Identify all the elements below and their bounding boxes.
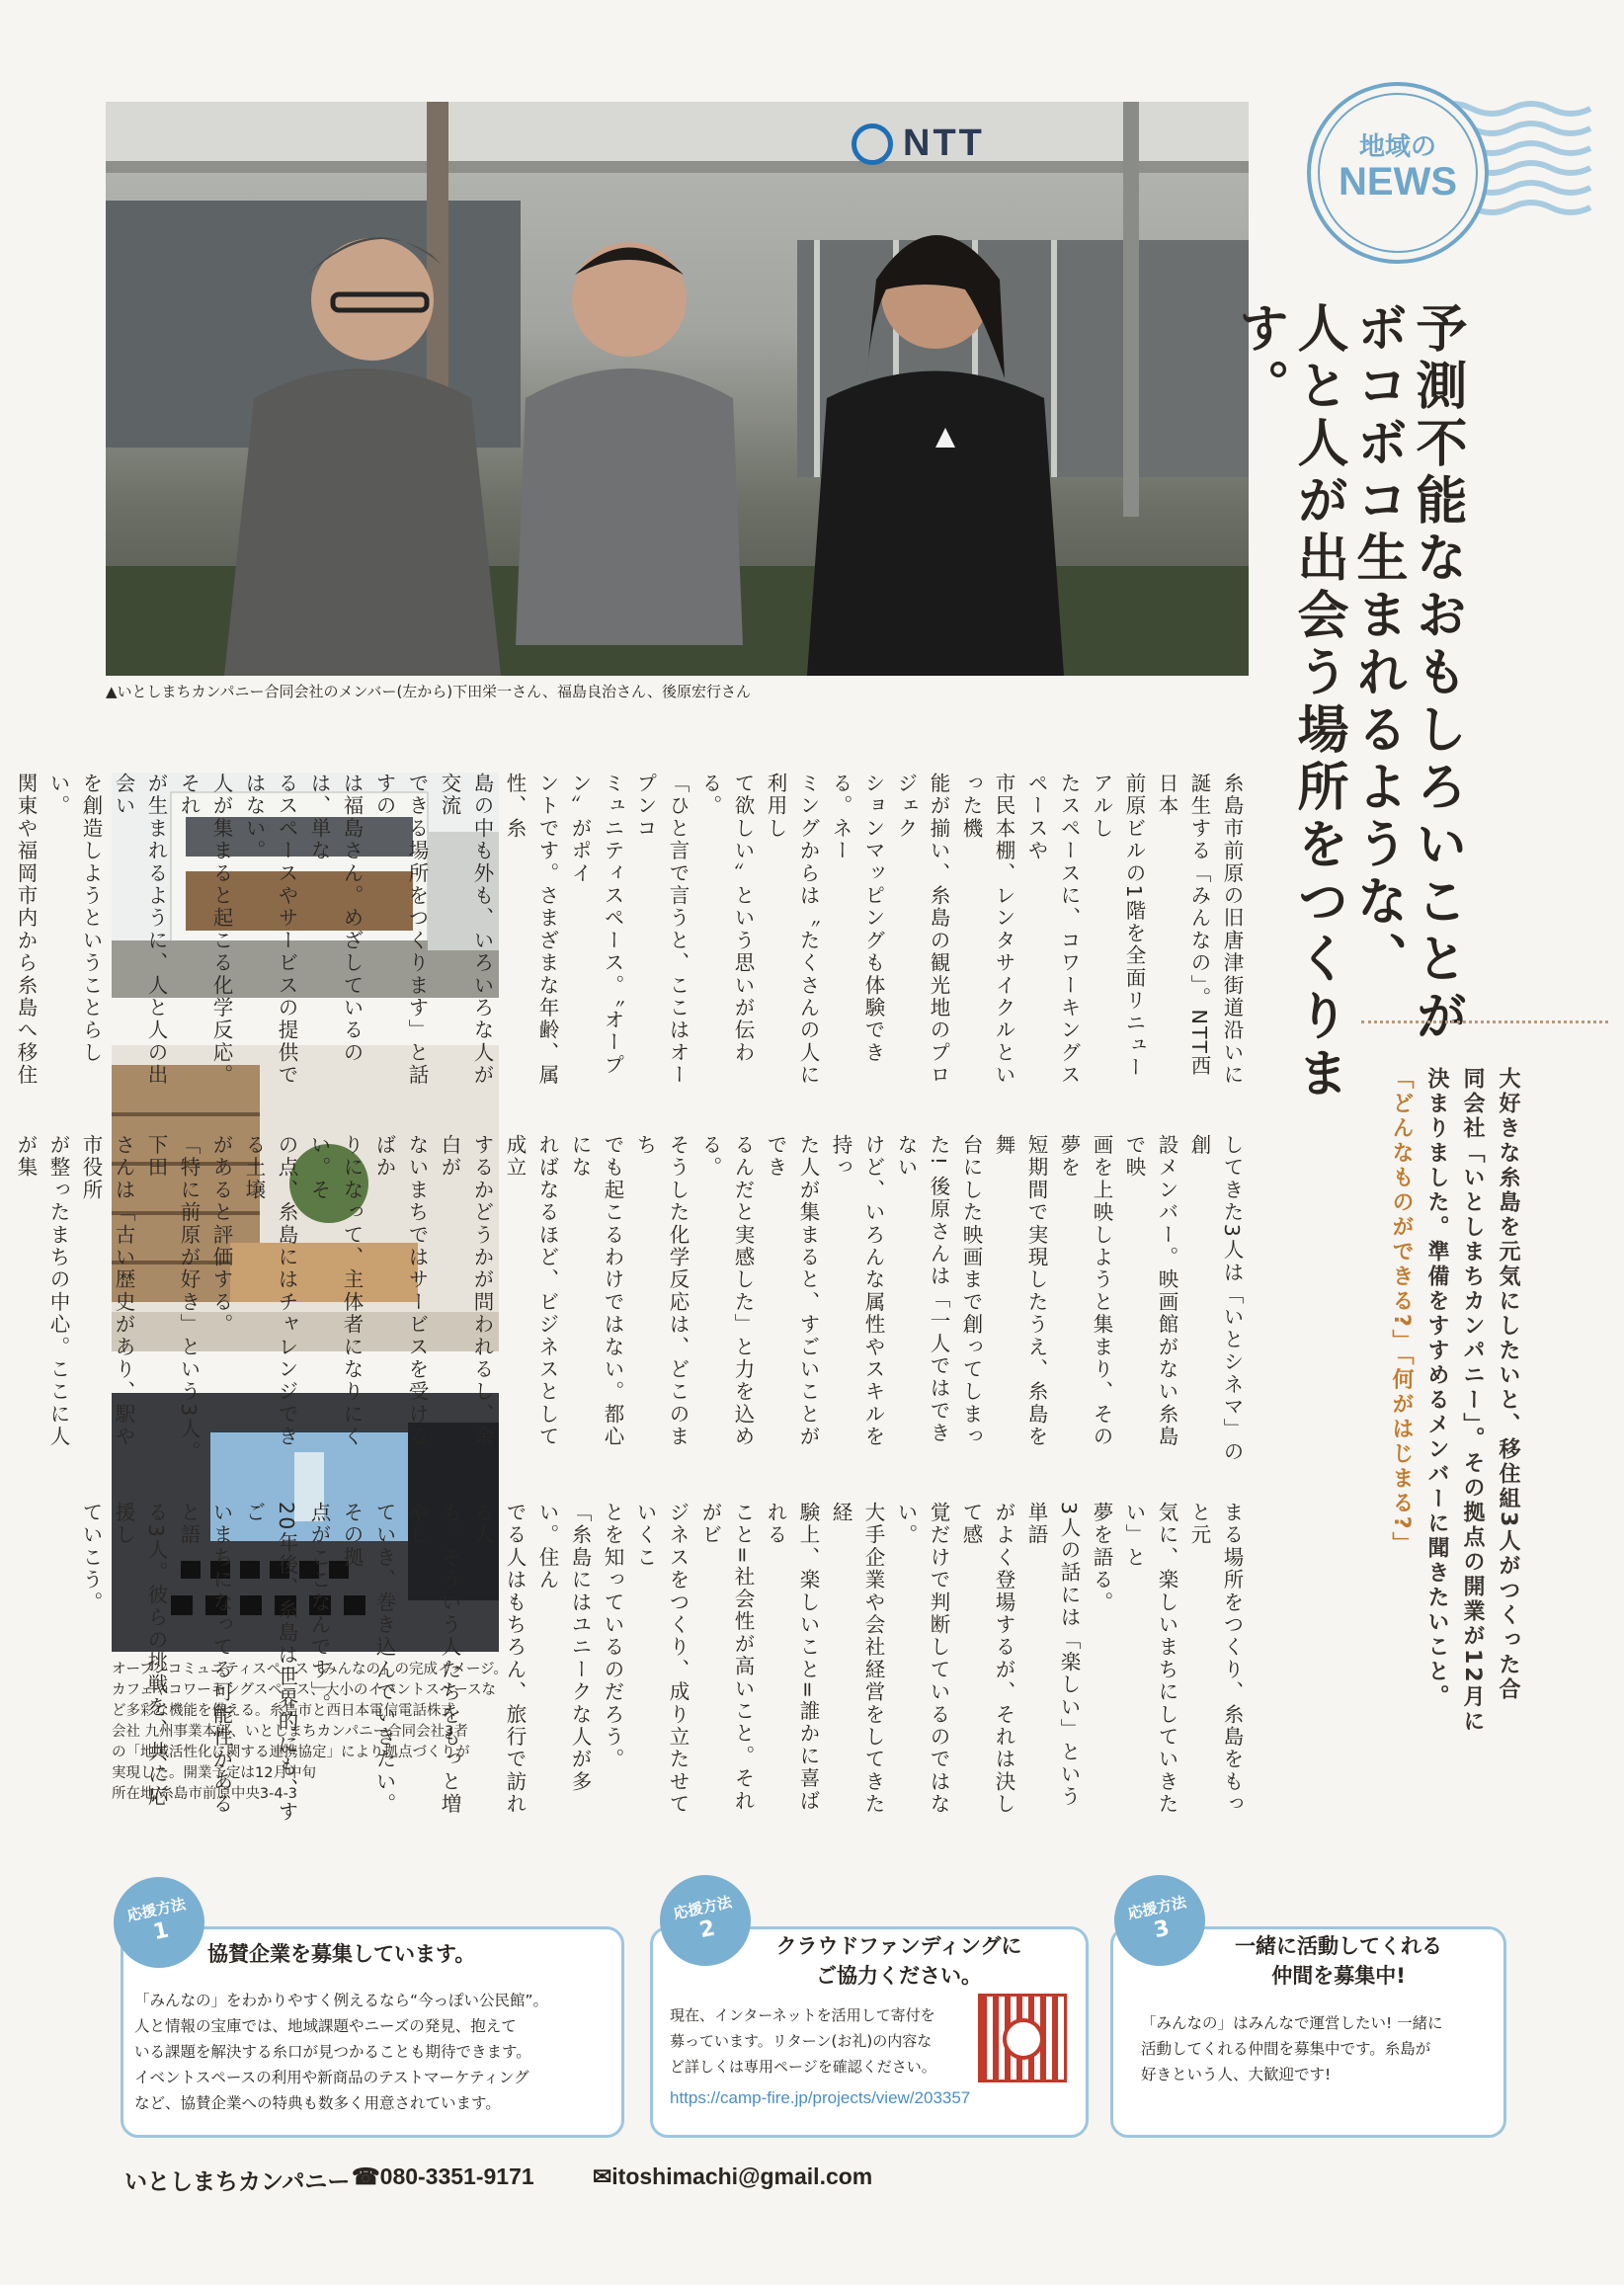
support-title-2-line2: ご協力ください。 — [816, 1964, 982, 1988]
headline-line1: 予測不能なおもしろいことが — [1407, 301, 1466, 1046]
side-caption-line6: 実現した。開業予定は12月中旬 — [112, 1765, 316, 1781]
support-badge-1-num: 1 — [150, 1918, 172, 1946]
support-text-1-line: イベントスペースの利用や新商品のテストマーケティング — [134, 2069, 529, 2086]
ntt-logo-icon — [852, 123, 893, 165]
body-text-column: ていこう。 — [79, 1502, 103, 1614]
headline-line3: 人と人が出会う場所をつくります。 — [1229, 301, 1347, 1103]
side-caption-line7: 所在地/糸島市前原中央3-4-3 — [112, 1786, 298, 1802]
body-text-column: た人が集まると、すごいことができ — [764, 1134, 820, 1448]
body-text-column: が整ったまちの中心。ここに人が集 — [14, 1134, 70, 1448]
body-text-column: 「糸島にはユニークな人が多い。住ん — [535, 1502, 592, 1794]
body-text-column: 「特に前原が好き」という3人。下田 — [144, 1134, 201, 1464]
body-text-column: こと=社会性が高いこと。それがビ — [698, 1502, 755, 1813]
main-photo — [106, 102, 1249, 676]
lead-col2: 同会社「いとしまちカンパニー」。その拠点の開業が12月に — [1460, 1067, 1485, 1735]
support-text-1-line: 「みんなの」をわかりやすく例えるなら“今っぽい公民館”。 — [134, 1992, 549, 2009]
body-text-column: 台にした映画まで創ってしまっ — [959, 1134, 983, 1448]
support-badge-2-num: 2 — [696, 1916, 718, 1944]
support-title-2 — [741, 1931, 1057, 1991]
body-text-column: そうした化学反応は、どこのまち — [633, 1134, 690, 1448]
lead-col3: 決まりました。準備をすすめるメンバーに聞きたいこと。 — [1424, 1067, 1449, 1709]
body-text-column: 大手企業や会社経営をしてきた経 — [829, 1502, 885, 1816]
footer-phone[interactable]: ☎080-3351-9171 — [352, 2163, 534, 2189]
qr-code-icon[interactable] — [978, 1994, 1067, 2082]
support-badge-2-label: 応援方法 — [672, 1893, 734, 1923]
body-text-column: は福島さん。めざしているのは、単な — [307, 773, 364, 1065]
body-text-column: 関東や福岡市内から糸島へ移住 — [14, 773, 38, 1087]
body-text-column: まる場所をつくり、糸島をもっと元 — [1187, 1502, 1244, 1816]
body-text-column: 短期間で実現したうえ、糸島を舞 — [992, 1134, 1048, 1448]
support-text-3-line: 好きという人、大歓迎です! — [1141, 2066, 1332, 2083]
body-text-column: けど、いろんな属性やスキルを持っ — [829, 1134, 885, 1448]
body-text-column: ればなるほど、ビジネスとして成立 — [503, 1134, 559, 1448]
support-text-3-line: 活動してくれる仲間を募集中です。糸島が — [1141, 2040, 1431, 2058]
support-text-1-line: 人と情報の宝庫では、地域課題やニーズの発見、抱えて — [134, 2017, 517, 2035]
support-title-1: 協賛企業を募集しています。 — [207, 1942, 476, 1966]
body-text-column: ションマッピングも体験できる。ネー — [829, 773, 885, 1065]
body-text-column: 市民本棚、レンタサイクルといった機 — [959, 773, 1015, 1087]
body-text-column: ミュニティスペース。〝オープン〟がポイ — [568, 773, 624, 1077]
side-caption-line3: ど多彩な機能を備える。糸島市と西日本電信電話株式 — [112, 1703, 455, 1719]
support-text-2-line: 現在、インターネットを活用して寄付を — [670, 2006, 935, 2024]
body-text-column: 3人の話には「楽しい」という単語 — [1024, 1502, 1081, 1809]
footer-org: いとしまちカンパニー — [124, 2169, 351, 2195]
side-caption-line4: 会社 九州事業本部、いとしまちカンパニー合同会社3者 — [112, 1724, 468, 1740]
building-illustration — [106, 102, 1249, 676]
support-text-1-line: いる課題を解決する糸口が見つかることも期待できます。 — [134, 2043, 531, 2061]
support-title-2-line1: クラウドファンディングに — [775, 1934, 1022, 1958]
side-caption-line2: カフェやコワーキングスペース、大小のイベントスペースな — [112, 1682, 497, 1698]
body-text-column: 夢を語る。 — [1090, 1502, 1113, 1614]
support-title-3 — [1200, 1931, 1477, 1991]
body-text-column: がよく登場するが、それは決して感 — [959, 1502, 1015, 1816]
body-text-column: 能が揃い、糸島の観光地のプロジェク — [894, 773, 950, 1087]
support-badge-3-num: 3 — [1151, 1916, 1173, 1944]
support-text-3 — [1141, 2010, 1497, 2087]
body-text-column: があると評価する。 — [209, 1134, 233, 1337]
body-text-column: 験上、楽しいこと=誰かに喜ばれる — [764, 1502, 820, 1813]
body-text-column: するかどうかが問われるし、余白が — [438, 1134, 494, 1448]
body-text-column: とを知っているのだろう。 — [601, 1502, 624, 1771]
stamp-line2: NEWS — [1339, 160, 1457, 204]
body-text-column: 島の中も外も、いろいろな人が交流 — [438, 773, 494, 1087]
body-text-column: 気に、楽しいまちにしていきたい」と — [1122, 1502, 1178, 1816]
body-text-column: 点がここなんです」。 — [307, 1502, 331, 1716]
body-text-column: を創造しようということらしい。 — [46, 773, 103, 1065]
body-text-column: 人が集まると起こる化学反応。それ — [177, 773, 233, 1087]
body-text-column: 誕生する「みんなの」。NTT西日本 — [1155, 773, 1211, 1078]
body-text-column: 覚だけで判断しているのではない。 — [894, 1502, 950, 1816]
footer-email[interactable]: ✉itoshimachi@gmail.com — [593, 2163, 873, 2189]
support-text-2-line: ど詳しくは専用ページを確認ください。 — [670, 2058, 936, 2076]
support-text-1-line: など、協賛企業への特典も数多く用意されています。 — [134, 2094, 501, 2112]
support-text-3-line: 「みんなの」はみんなで運営したい! 一緒に — [1141, 2014, 1443, 2032]
body-text-column: ていき、巻き込んでいきたい。その拠 — [340, 1502, 396, 1816]
body-text-column: 糸島市前原の旧唐津街道沿いに — [1220, 773, 1244, 1087]
separator-line — [1361, 1020, 1608, 1023]
body-text-column: 「ひと言で言うと、ここはオープンコ — [633, 773, 690, 1087]
body-text-column: 前原ビルの1階を全面リニューアルし — [1090, 773, 1146, 1080]
body-text-column: た! 後原さんは「一人ではできない — [894, 1134, 950, 1445]
body-block-upper — [14, 773, 1248, 1089]
lead-col1: 大好きな糸島を元気にしたいと、移住組3人がつくった合 — [1496, 1067, 1520, 1703]
body-text-column: も。そういう人たちをもっと増やし — [405, 1502, 461, 1816]
body-text-column: ジネスをつくり、成り立たせていくこ — [633, 1502, 690, 1816]
body-text-column: る3人。彼らの挑戦を、共に応援し — [112, 1502, 168, 1809]
body-text-column: いまちになってる可能性があると語 — [177, 1502, 233, 1816]
body-text-column: でる人はもちろん、旅行で訪れる人 — [470, 1502, 527, 1816]
headline-line2: ボコボコ生まれるような、 — [1347, 301, 1407, 989]
body-text-column: て欲しい〟という思いが伝わる。 — [698, 773, 755, 1065]
body-text-column: 20年後、糸島は世界的にも、すご — [242, 1502, 298, 1824]
body-text-column: ントです。さまざまな年齢、属性、糸 — [503, 773, 559, 1087]
support-text-2 — [670, 2002, 966, 2080]
support-badge-1-label: 応援方法 — [125, 1895, 188, 1925]
body-text-column: が生まれるように、人と人の出会い — [112, 773, 168, 1087]
body-text-column: できる場所をつくります」と話すの — [372, 773, 429, 1087]
body-text-column: 設メンバー。映画館がない糸島で映 — [1122, 1134, 1178, 1448]
body-text-column: りになって、主体者になりにくい。そ — [307, 1134, 364, 1448]
ntt-sign — [852, 117, 985, 171]
lead-text — [1383, 1067, 1525, 1823]
lead-col4: 「どんなものができる?」「何がはじまる?」 — [1389, 1067, 1414, 1557]
main-photo-caption: ▲いとしまちカンパニー合同会社のメンバー(左から)下田栄一さん、福島良治さん、後原宏行さん — [106, 683, 751, 700]
body-text-column: るんだと実感した」と力を込める。 — [698, 1134, 755, 1448]
headline — [1229, 301, 1466, 1111]
body-text-column: ミングからは〝たくさんの人に利用し — [764, 773, 820, 1087]
news-stamp — [1284, 69, 1610, 267]
body-block-middle — [14, 1134, 1248, 1465]
support-title-3-line2: 仲間を募集中! — [1271, 1964, 1406, 1988]
support-badge-3-label: 応援方法 — [1126, 1893, 1188, 1923]
support-text-2-line: 募っています。リターン(お礼)の内容な — [670, 2032, 933, 2050]
body-text-column: してきた3人は「いとシネマ」の創 — [1187, 1134, 1244, 1464]
support-text-1 — [134, 1988, 609, 2116]
stamp-line1: 地域の — [1358, 132, 1436, 162]
body-text-column: たスペースに、コワーキングスペースや — [1024, 773, 1081, 1087]
side-caption-line1: オープンコミュニティスペース「みんなの」の完成イメージ。 — [112, 1662, 508, 1677]
body-text-column: の点、糸島にはチャレンジできる土壌 — [242, 1134, 298, 1448]
side-caption-line5: の「地域活性化に関する連携協定」により拠点づくりが — [112, 1745, 470, 1760]
body-text-column: 画を上映しようと集まり、その夢を — [1057, 1134, 1113, 1448]
body-text-column: でも起こるわけではない。都心にな — [568, 1134, 624, 1448]
support-title-3-line1: 一緒に活動してくれる — [1235, 1934, 1442, 1958]
body-text-column: さんは「古い歴史があり、駅や市役所 — [79, 1134, 135, 1448]
ntt-sign-text: NTT — [903, 122, 985, 164]
body-text-column: るスペースやサービスの提供ではない。 — [242, 773, 298, 1087]
crowdfunding-link[interactable]: https://camp-fire.jp/projects/view/203357 — [670, 2088, 971, 2107]
body-text-column: ないまちではサービスを受けるばか — [372, 1134, 429, 1448]
